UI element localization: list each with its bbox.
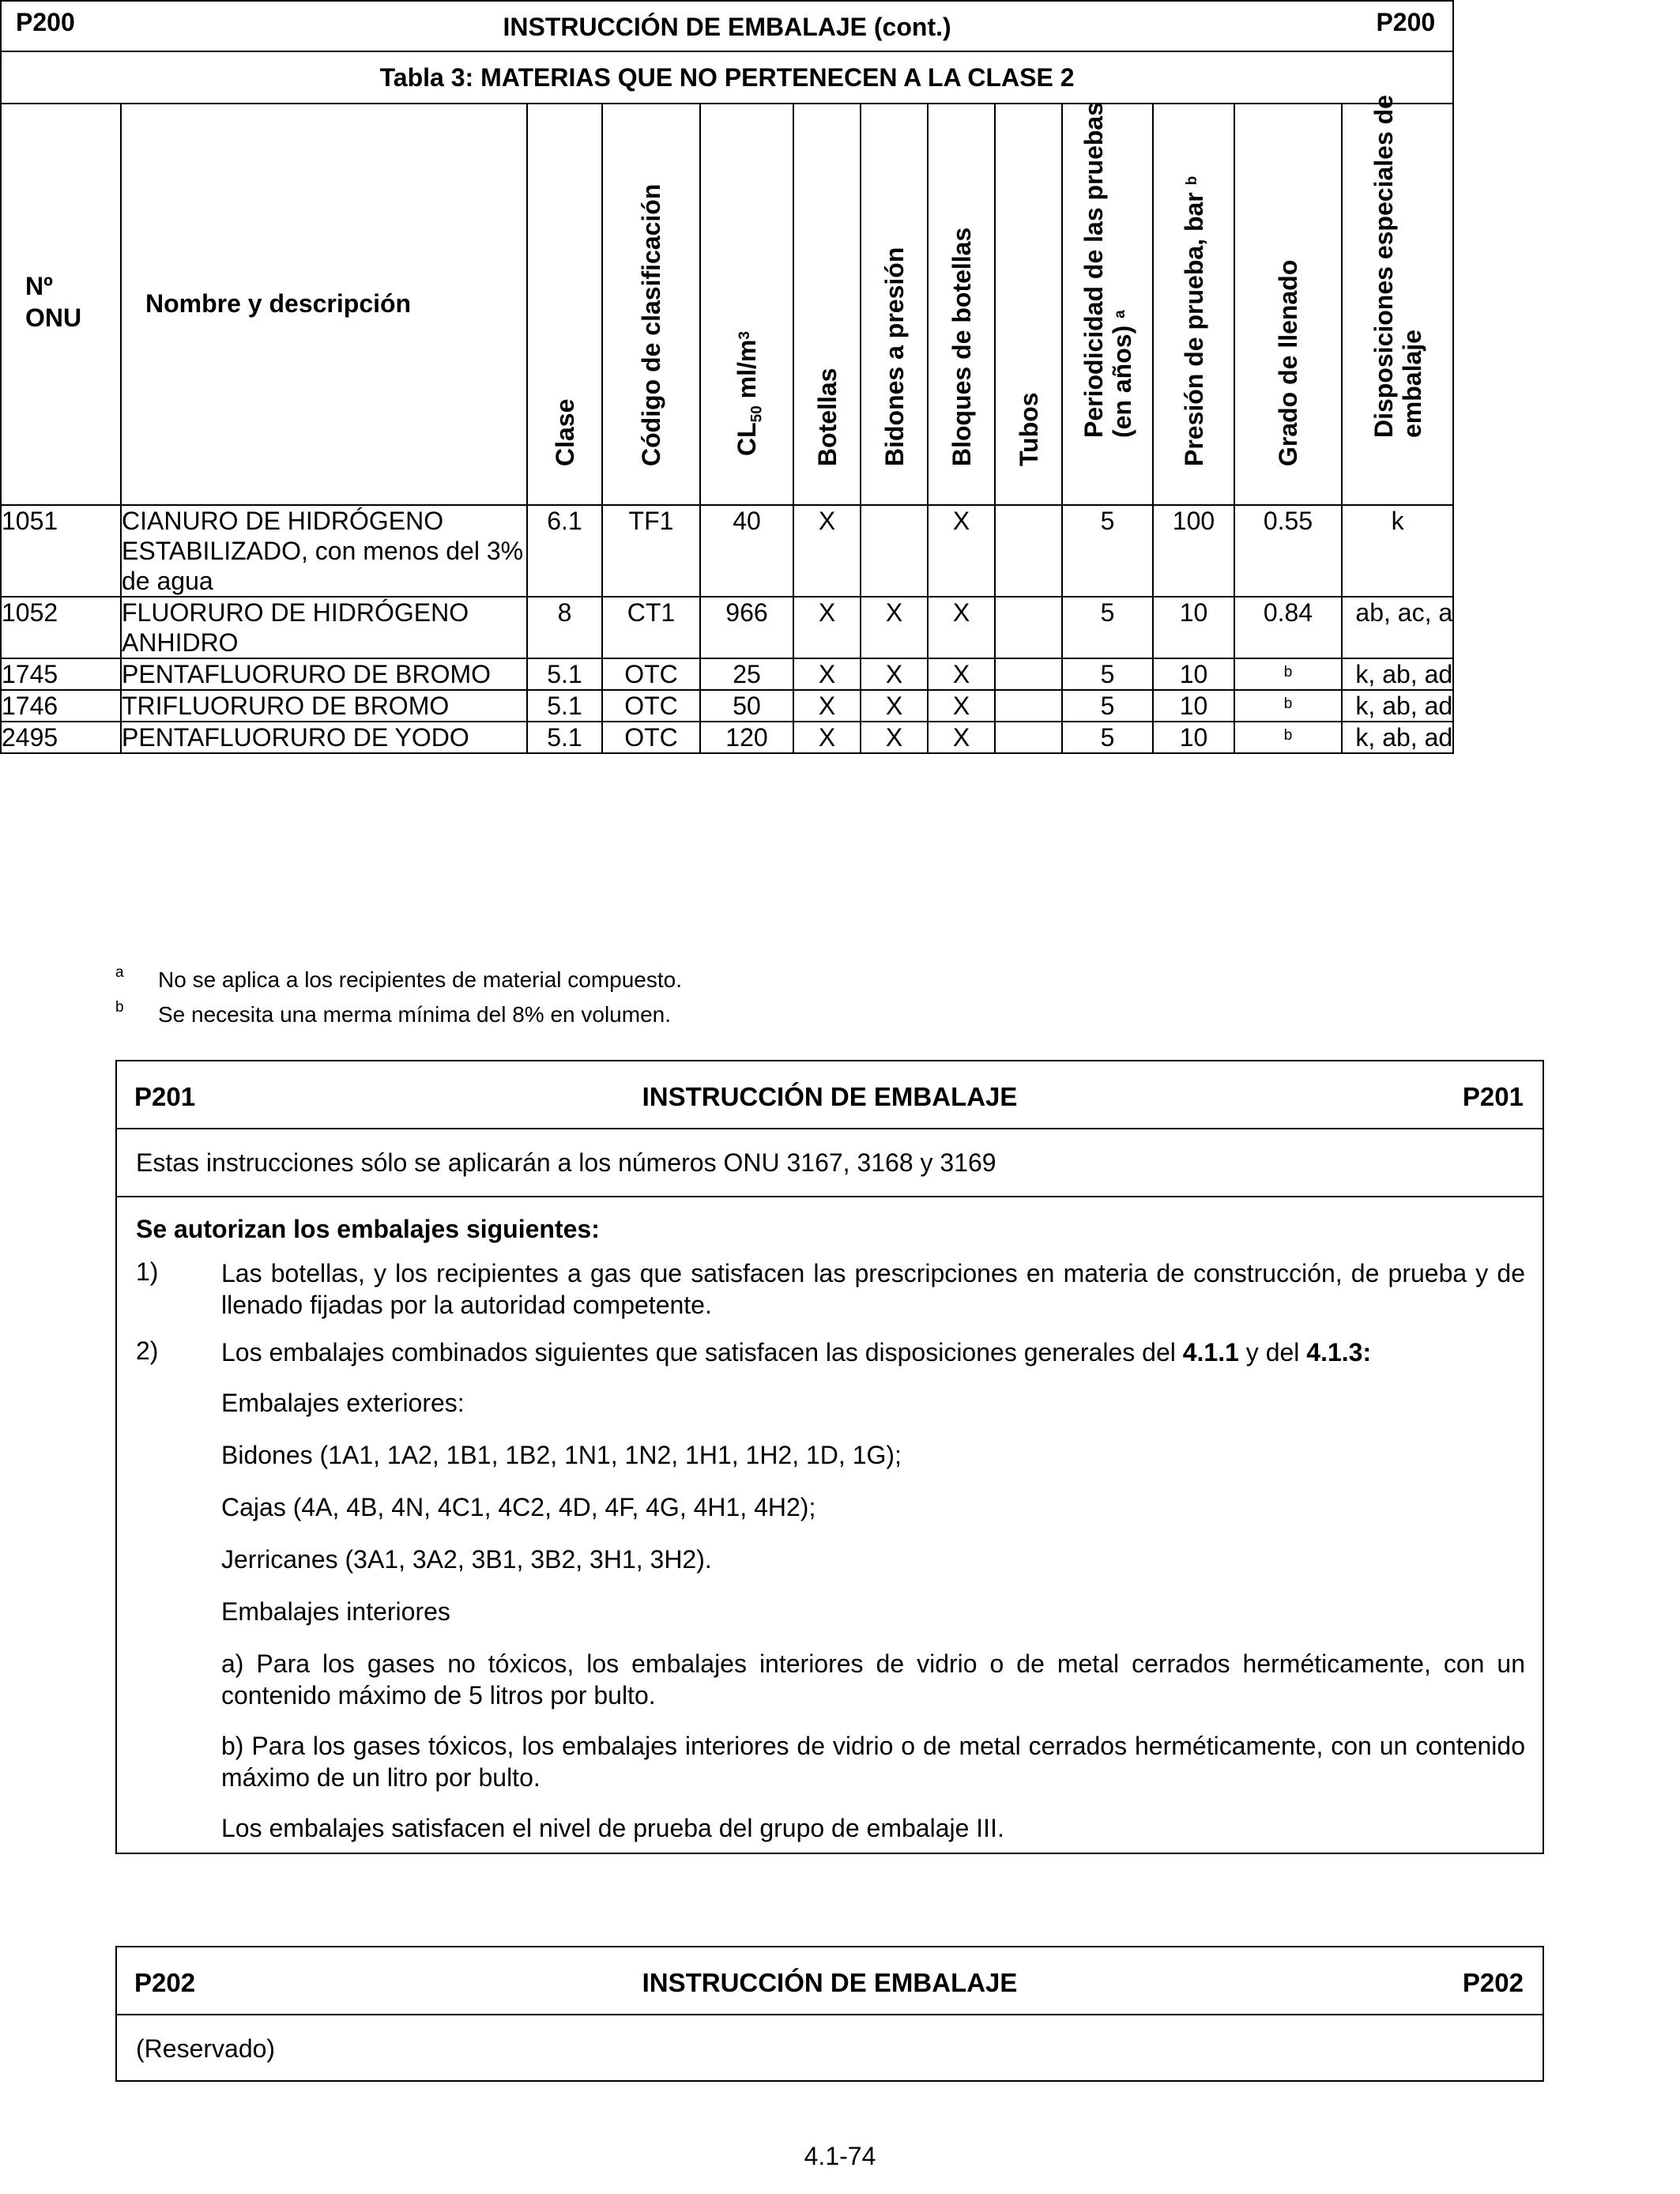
cell-onu: 1051 bbox=[1, 505, 121, 597]
inner-option-b: b) Para los gases tóxicos, los embalajes interiores de vidrio o de metal cerrados herméticamente, con un contenido máximo de un litro por bulto. bbox=[221, 1732, 1525, 1792]
cell-presion: 10 bbox=[1153, 658, 1234, 690]
cell-tubos bbox=[995, 722, 1062, 753]
cell-period: 5 bbox=[1062, 690, 1153, 722]
footnote-b-mark: b bbox=[115, 999, 124, 1016]
inner-packagings-label: Embalajes interiores bbox=[221, 1597, 450, 1626]
cell-codigo: CT1 bbox=[602, 597, 700, 658]
cell-onu: 1746 bbox=[1, 690, 121, 722]
p202-header bbox=[117, 1947, 1543, 2015]
table-row bbox=[1, 658, 1453, 690]
footnote-a bbox=[115, 964, 1538, 996]
periodicidad-line2-wrap bbox=[1108, 66, 1136, 438]
cl50-header bbox=[733, 85, 771, 456]
p202-title: INSTRUCCIÓN DE EMBALAJE bbox=[642, 1968, 1018, 1997]
item2-ref-413: 4.1.3: bbox=[1306, 1338, 1372, 1367]
cell-name: FLUORURO DE HIDRÓGENO ANHIDRO bbox=[121, 597, 527, 658]
cell-codigo: OTC bbox=[602, 690, 700, 722]
test-level-text: Los embalajes satisfacen el nivel de prueba del grupo de embalaje III. bbox=[221, 1814, 1004, 1842]
cell-botellas: X bbox=[793, 658, 861, 690]
table-title: Tabla 3: MATERIAS QUE NO PERTENECEN A LA CLASE 2 bbox=[1, 51, 1453, 104]
p201-content bbox=[117, 1197, 1543, 1854]
p201-code-left: P201 bbox=[134, 1082, 196, 1111]
footnote-ref-b: b bbox=[1283, 727, 1293, 744]
onu-header-line2: ONU bbox=[25, 303, 82, 332]
p202-reserved: (Reservado) bbox=[136, 2034, 276, 2063]
disposiciones-header bbox=[1369, 66, 1426, 438]
cell-onu: 2495 bbox=[1, 722, 121, 753]
grado-header: Grado de llenado bbox=[1274, 259, 1302, 466]
cell-cl50: 120 bbox=[700, 722, 793, 753]
p200-header bbox=[1, 1, 1453, 51]
p201-header bbox=[117, 1061, 1543, 1129]
cell-onu: 1052 bbox=[1, 597, 121, 658]
p201-scope-row bbox=[117, 1129, 1543, 1197]
cell-cl50: 25 bbox=[700, 658, 793, 690]
cell-bloques: X bbox=[928, 690, 995, 722]
periodicidad-header bbox=[1079, 66, 1136, 438]
disp-line2: embalaje bbox=[1397, 330, 1426, 438]
footnote-a-mark: a bbox=[115, 964, 124, 981]
cell-name: TRIFLUORURO DE BROMO bbox=[121, 690, 527, 722]
cell-presion: 10 bbox=[1153, 722, 1234, 753]
p202-content-row bbox=[117, 2015, 1543, 2082]
jerricanes-line: Jerricanes (3A1, 3A2, 3B1, 3B2, 3H1, 3H2). bbox=[221, 1545, 712, 1574]
presion-sup: b bbox=[1183, 175, 1200, 186]
cell-codigo: OTC bbox=[602, 658, 700, 690]
cell-bidones: X bbox=[861, 722, 928, 753]
cell-bloques: X bbox=[928, 658, 995, 690]
cell-codigo: TF1 bbox=[602, 505, 700, 597]
footnote-b-text: Se necesita una merma mínima del 8% en volumen. bbox=[158, 1002, 671, 1027]
bidones-header: Bidones a presión bbox=[880, 247, 909, 466]
col-header-nombre bbox=[121, 104, 527, 505]
page-number: 4.1-74 bbox=[804, 2142, 876, 2170]
tubos-header: Tubos bbox=[1014, 392, 1043, 466]
table-row bbox=[1, 690, 1453, 722]
cell-period: 5 bbox=[1062, 658, 1153, 690]
p201-scope: Estas instrucciones sólo se aplicarán a los números ONU 3167, 3168 y 3169 bbox=[136, 1148, 996, 1177]
cell-clase: 5.1 bbox=[527, 658, 602, 690]
col-header-clase bbox=[527, 104, 602, 505]
cell-disp: k, ab, ad bbox=[1342, 722, 1453, 753]
footnotes bbox=[115, 964, 1538, 1031]
cell-clase: 6.1 bbox=[527, 505, 602, 597]
cell-bidones: X bbox=[861, 690, 928, 722]
cell-period: 5 bbox=[1062, 722, 1153, 753]
cell-presion: 100 bbox=[1153, 505, 1234, 597]
p200-table bbox=[0, 0, 1454, 754]
presion-label: Presión de prueba, bar bbox=[1179, 192, 1208, 466]
col-header-bidones bbox=[861, 104, 928, 505]
col-header-bloques bbox=[928, 104, 995, 505]
p200-title: INSTRUCCIÓN DE EMBALAJE (cont.) bbox=[503, 13, 951, 41]
cell-period: 5 bbox=[1062, 597, 1153, 658]
cell-clase: 8 bbox=[527, 597, 602, 658]
cell-tubos bbox=[995, 690, 1062, 722]
p201-code-right: P201 bbox=[1462, 1082, 1524, 1111]
p200-code-left: P200 bbox=[16, 8, 75, 36]
col-header-presion bbox=[1153, 104, 1234, 505]
p202-code-left: P202 bbox=[134, 1968, 196, 1997]
col-header-botellas bbox=[793, 104, 861, 505]
item1-text: Las botellas, y los recipientes a gas que satisfacen las prescripciones en materia de construcción, de prueba y de llenado fijadas por la autoridad competente. bbox=[221, 1259, 1525, 1319]
footnote-b bbox=[115, 999, 1538, 1031]
cell-grado bbox=[1234, 690, 1342, 722]
cell-tubos bbox=[995, 658, 1062, 690]
cajas-line: Cajas (4A, 4B, 4N, 4C1, 4C2, 4D, 4F, 4G, 4H1, 4H2); bbox=[221, 1493, 816, 1521]
item2-number: 2) bbox=[136, 1336, 159, 1365]
cell-grado bbox=[1234, 722, 1342, 753]
periodicidad-line1: Periodicidad de las pruebas bbox=[1079, 101, 1108, 438]
presion-header bbox=[1180, 95, 1208, 466]
cell-period: 5 bbox=[1062, 505, 1153, 597]
p201-title: INSTRUCCIÓN DE EMBALAJE bbox=[642, 1082, 1018, 1111]
p200-code-right: P200 bbox=[1376, 8, 1436, 36]
botellas-header: Botellas bbox=[812, 368, 842, 466]
col-header-tubos bbox=[995, 104, 1062, 505]
cell-botellas: X bbox=[793, 505, 861, 597]
cell-bloques: X bbox=[928, 597, 995, 658]
item2-part-a: Los embalajes combinados siguientes que satisfacen las disposiciones generales del bbox=[221, 1338, 1183, 1367]
bloques-header: Bloques de botellas bbox=[947, 227, 976, 466]
cell-bloques: X bbox=[928, 722, 995, 753]
p202-code-right: P202 bbox=[1462, 1968, 1524, 1997]
outer-packagings-label: Embalajes exteriores: bbox=[221, 1389, 465, 1417]
cell-name: CIANURO DE HIDRÓGENO ESTABILIZADO, con menos del 3% de agua bbox=[121, 505, 527, 597]
cell-botellas: X bbox=[793, 722, 861, 753]
periodicidad-line2: (en años) bbox=[1107, 325, 1136, 438]
cl50-suffix: ml/m bbox=[733, 339, 761, 405]
cell-cl50: 50 bbox=[700, 690, 793, 722]
p201-authorized: Se autorizan los embalajes siguientes: bbox=[136, 1215, 600, 1243]
p201-box bbox=[115, 1060, 1544, 1854]
cell-clase: 5.1 bbox=[527, 690, 602, 722]
cell-presion: 10 bbox=[1153, 690, 1234, 722]
nombre-header: Nombre y descripción bbox=[145, 289, 412, 318]
cell-tubos bbox=[995, 505, 1062, 597]
cell-grado: 0.84 bbox=[1234, 597, 1342, 658]
cell-onu: 1745 bbox=[1, 658, 121, 690]
cl50-prefix: CL bbox=[733, 421, 761, 456]
cell-codigo: OTC bbox=[602, 722, 700, 753]
col-header-codigo bbox=[602, 104, 700, 505]
disp-line1: Disposiciones especiales de bbox=[1369, 95, 1398, 438]
footnote-a-text: No se aplica a los recipientes de material compuesto. bbox=[158, 967, 683, 992]
cell-disp: k, ab, ad bbox=[1342, 690, 1453, 722]
codigo-header: Código de clasificación bbox=[637, 183, 665, 466]
p202-box bbox=[115, 1946, 1544, 2082]
item2-ref-411: 4.1.1 bbox=[1182, 1338, 1239, 1367]
cell-disp: ab, ac, a bbox=[1342, 597, 1453, 658]
bidones-line: Bidones (1A1, 1A2, 1B1, 1B2, 1N1, 1N2, 1H1, 1H2, 1D, 1G); bbox=[221, 1441, 902, 1469]
cell-botellas: X bbox=[793, 597, 861, 658]
cl50-sup: 3 bbox=[736, 330, 753, 340]
periodicidad-sup: a bbox=[1111, 310, 1128, 319]
cell-grado bbox=[1234, 658, 1342, 690]
col-header-cl50 bbox=[700, 104, 793, 505]
cl50-sub: 50 bbox=[748, 405, 766, 422]
col-header-disposiciones bbox=[1342, 95, 1453, 505]
cell-bidones: X bbox=[861, 658, 928, 690]
item2-part-c: y del bbox=[1238, 1338, 1307, 1367]
cell-name: PENTAFLUORURO DE YODO bbox=[121, 722, 527, 753]
footnote-ref-b: b bbox=[1283, 696, 1293, 712]
onu-header-line1: Nº bbox=[25, 272, 53, 300]
cell-grado: 0.55 bbox=[1234, 505, 1342, 597]
cell-bloques: X bbox=[928, 505, 995, 597]
col-header-grado bbox=[1234, 104, 1342, 505]
cell-tubos bbox=[995, 597, 1062, 658]
item1-number: 1) bbox=[136, 1257, 159, 1286]
item2-text bbox=[221, 1336, 1525, 1368]
cell-clase: 5.1 bbox=[527, 722, 602, 753]
clase-header: Clase bbox=[550, 398, 579, 466]
cell-cl50: 966 bbox=[700, 597, 793, 658]
cell-bidones: X bbox=[861, 597, 928, 658]
cell-bidones bbox=[861, 505, 928, 597]
col-header-periodicidad bbox=[1062, 101, 1153, 505]
cell-name: PENTAFLUORURO DE BROMO bbox=[121, 658, 527, 690]
table-row bbox=[1, 505, 1453, 597]
cell-disp: k, ab, ad bbox=[1342, 658, 1453, 690]
cell-presion: 10 bbox=[1153, 597, 1234, 658]
table-row bbox=[1, 597, 1453, 658]
footnote-ref-b: b bbox=[1283, 664, 1293, 680]
col-header-onu bbox=[1, 104, 121, 505]
cell-botellas: X bbox=[793, 690, 861, 722]
inner-option-a: a) Para los gases no tóxicos, los embalajes interiores de vidrio o de metal cerrados herméticamente, con un contenido máximo de 5 litros por bulto. bbox=[221, 1649, 1525, 1710]
cell-disp: k bbox=[1342, 505, 1453, 597]
table-row bbox=[1, 722, 1453, 753]
cell-cl50: 40 bbox=[700, 505, 793, 597]
